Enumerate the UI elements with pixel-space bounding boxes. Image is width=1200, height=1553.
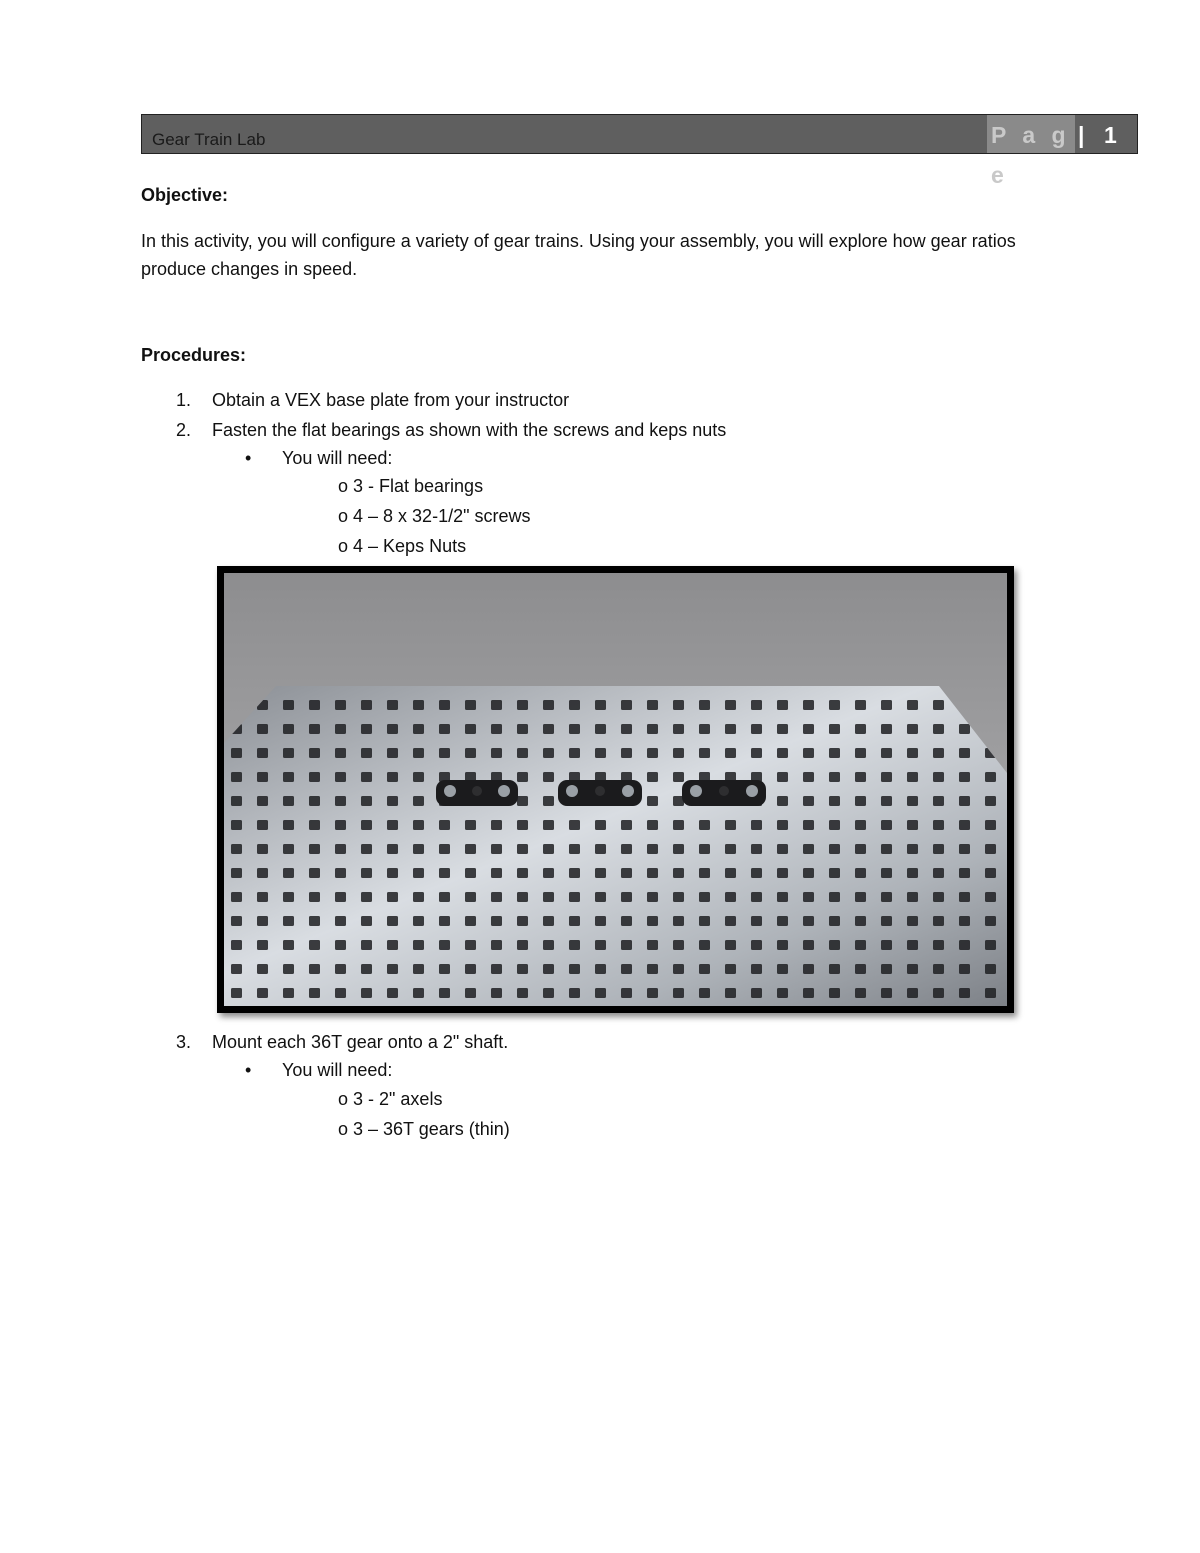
base-plate-image (224, 573, 1007, 1006)
step-1-text: Obtain a VEX base plate from your instructor (212, 390, 570, 410)
step-2-need-label: You will need: (282, 448, 393, 468)
page-header (141, 114, 1138, 188)
bullet-icon: • (245, 448, 252, 468)
step-3-item-2: o 3 – 36T gears (thin) (338, 1119, 510, 1139)
step-3-item-1: o 3 - 2" axels (338, 1089, 443, 1109)
step-2-number: 2. (176, 420, 192, 440)
objective-heading: Objective: (141, 185, 229, 205)
flat-bearing-2 (558, 780, 642, 806)
step-3-text: Mount each 36T gear onto a 2" shaft. (212, 1032, 509, 1052)
flat-bearing-1 (436, 780, 518, 806)
objective-line-1: In this activity, you will configure a variety of gear trains. Using your assembly, you will explore how gear ratios (141, 231, 1016, 251)
page-label: P a g e (987, 115, 1075, 153)
step-2-item-3: o 4 – Keps Nuts (338, 536, 467, 556)
base-plate-photo (217, 566, 1014, 1013)
step-1-number: 1. (176, 390, 192, 410)
step-3-number: 3. (176, 1032, 192, 1052)
flat-bearing-3 (682, 780, 766, 806)
objective-line-2: produce changes in speed. (141, 259, 358, 279)
step-3-need-label: You will need: (282, 1060, 393, 1080)
page-separator: | (1078, 122, 1085, 148)
bullet-icon: • (245, 1060, 252, 1080)
procedures-heading: Procedures: (141, 345, 247, 365)
document-title: Gear Train Lab (152, 130, 266, 149)
step-2-item-2: o 4 – 8 x 32-1/2" screws (338, 506, 531, 526)
page-number: 1 (1104, 122, 1117, 148)
step-2-item-1: o 3 - Flat bearings (338, 476, 484, 496)
step-2-text: Fasten the flat bearings as shown with the screws and keps nuts (212, 420, 727, 440)
